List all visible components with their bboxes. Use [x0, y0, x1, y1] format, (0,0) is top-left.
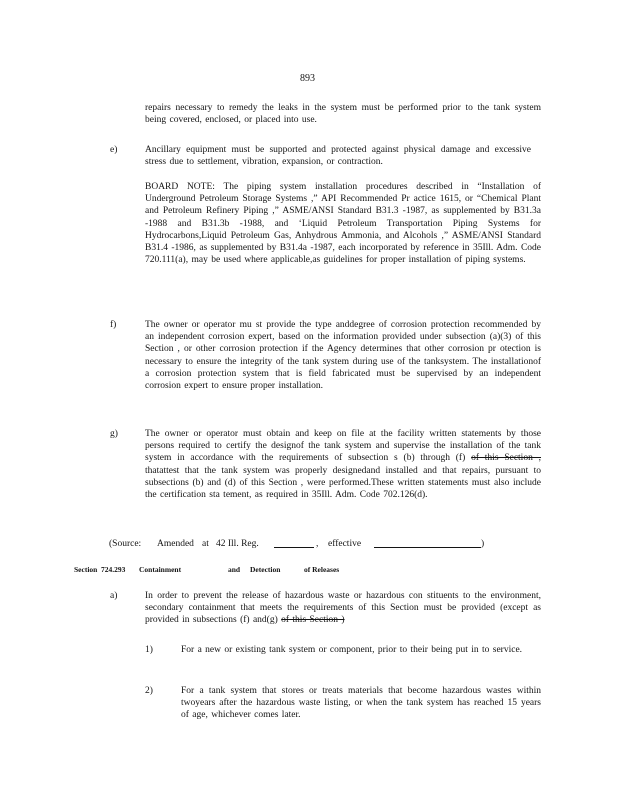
- source-effective: effective: [328, 539, 362, 549]
- item-g-text-after: thatattest that the tank system was properly designedand installed and that repairs, pursuant to subsections (b) and (d) of this Section , were performed.These written statements must also include the certification sta tement, as required in 35Ill. Adm. Code 702.126(d).: [145, 465, 541, 501]
- item-g-label: g): [110, 429, 118, 439]
- source-comma: ,: [316, 539, 319, 549]
- source-open: (Source:: [109, 539, 142, 549]
- item-f-text: The owner or operator mu st provide the type anddegree of corrosion protection recommended by an independent corrosion expert, based on the information provided under subsection (a)(3) of this Section , or other corrosion protection if the Agency determines that other corrosion pr otection is necessary to ensure the integrity of the tank system during use of the tanksystem. The installationof a corrosion protection system that is field fabricated must be supervised by an independent corrosion expert to ensure proper installation.: [145, 320, 541, 392]
- section-number: 724.293: [101, 565, 126, 574]
- item-a-text-before: In order to prevent the release of hazardous waste or hazardous con stituents to the environment, secondary containment that meets the requirements of this Section must be provided (except as provided in subsections (f) and(g): [145, 591, 541, 626]
- item-a-text: [145, 590, 541, 627]
- intro-paragraph: repairs necessary to remedy the leaks in the system must be performed prior to the tank system being covered, enclosed, or placed into use.: [145, 103, 541, 126]
- source-close: ): [481, 539, 485, 549]
- source-reg: 42 Ill. Reg.: [216, 539, 259, 549]
- sub-2-label: 2): [145, 686, 153, 696]
- item-g-deleted-text: of this Section ,: [471, 453, 542, 464]
- item-g-text-before: The owner or operator must obtain and keep on file at the facility written statements by those persons required to certify the designof the tank system and supervise the installation of the tank system in accordance with the requirements of subsection s (b) through (f): [145, 429, 541, 464]
- section-title-2: and: [228, 565, 241, 574]
- sub-2-text: For a tank system that stores or treats materials that become hazardous wastes within twoyears after the hazardous waste listing, or when the tank system has reached 15 years of age, whichever comes later.: [181, 686, 541, 721]
- section-title-1: Containment: [139, 565, 182, 574]
- section-title-4: of Releases: [304, 565, 340, 574]
- source-effective-blank: [374, 538, 481, 552]
- source-reg-blank: [274, 538, 314, 552]
- item-f-label: f): [110, 320, 117, 330]
- sub-1-text: For a new or existing tank system or component, prior to their being put in to service.: [181, 645, 523, 655]
- sub-1-label: 1): [145, 645, 153, 655]
- item-a-label: a): [110, 591, 118, 601]
- item-a-deleted-text: of this Section ): [281, 615, 345, 626]
- section-word: Section: [74, 565, 98, 574]
- item-g-text: [145, 428, 541, 501]
- item-e-text: Ancillary equipment must be supported and protected against physical damage and excessive stress due to settlement, vibration, expansion, or contraction.: [145, 145, 531, 168]
- board-note: BOARD NOTE: The piping system installation procedures described in “Installation of Underground Petroleum Storage Systems ,” API Recommended Pr actice 1615, or “Chemical Plant and Petroleum Refinery Piping ,” ASME/ANSI Standard B31.3 -1987, as supplemented by B31.3a -1988 and B31.3b -1988, and ‘Liquid Petroleum Transportation Piping Systems for Hydrocarbons,Liquid Petroleum Gas, Anhydrous Ammonia, and Alcohols ,” ASME/ANSI Standard B31.4 -1986, as supplemented by B31.4a -1987, each incorporated by reference in 35Ill. Adm. Code 720.111(a), may be used where applicable,as guidelines for proper installation of piping systems.: [145, 182, 541, 266]
- section-title-3: Detection: [250, 565, 281, 574]
- source-amended: Amended: [157, 539, 194, 549]
- page-number: 893: [300, 73, 315, 84]
- source-at: at: [202, 539, 209, 549]
- item-e-label: e): [110, 145, 118, 155]
